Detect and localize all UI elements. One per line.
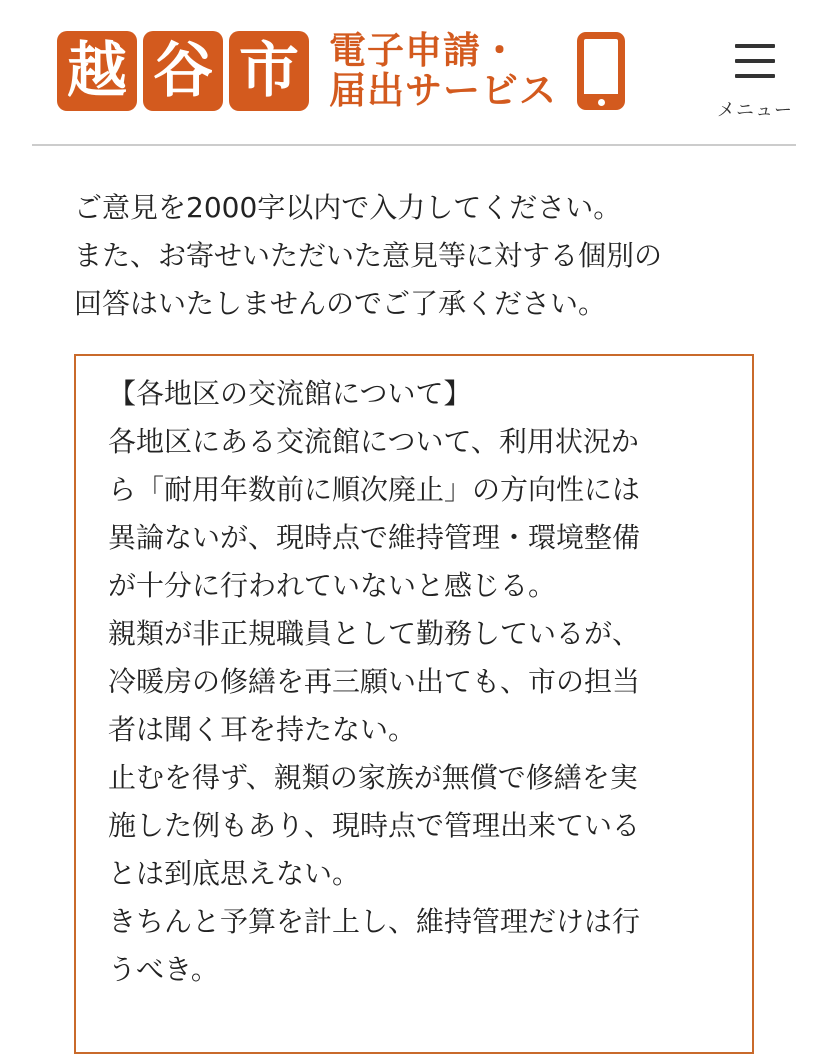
koshigaya-logo[interactable] <box>57 29 625 113</box>
smartphone-icon <box>577 32 625 110</box>
header-divider <box>32 144 796 146</box>
comment-textarea[interactable] <box>74 354 754 1054</box>
city-char-tile: 谷 <box>143 31 223 111</box>
menu-label: メニュー <box>717 100 793 121</box>
service-title-line1: 電子申請・ <box>329 29 519 72</box>
city-char-tile: 越 <box>57 31 137 111</box>
site-header <box>0 0 827 146</box>
instruction-line: ご意見を2000字以内で入力してください。 <box>74 191 622 224</box>
city-name-tiles <box>57 31 309 111</box>
comment-text-value: 【各地区の交流館について】 各地区にある交流館について、利用状況か ら「耐用年数前に順次廃止」の方向性には 異論ないが、現時点で維持管理・環境整備 が十分に行われていないと感じる。 親類が非正規職員として勤務しているが、 冷暖房の修繕を再三願い出ても、市の担当 者は聞く耳を持たない。 止むを得ず、親類の家族が無償で修繕を実 施した例もあり、現時点で管理出来ている とは到底思えない。 きちんと予算を計上し、維持管理だけは行 うべき。 <box>108 377 641 986</box>
menu-button[interactable] <box>712 38 798 120</box>
city-char-tile: 市 <box>229 31 309 111</box>
instruction-line: また、お寄せいただいた意見等に対する個別の <box>74 239 663 272</box>
service-title <box>329 31 557 111</box>
service-title-line2: 届出サービス <box>329 69 557 112</box>
instruction-line: 回答はいたしませんのでご了承ください。 <box>74 287 607 320</box>
hamburger-menu-icon <box>735 44 775 89</box>
form-instructions <box>74 184 774 328</box>
